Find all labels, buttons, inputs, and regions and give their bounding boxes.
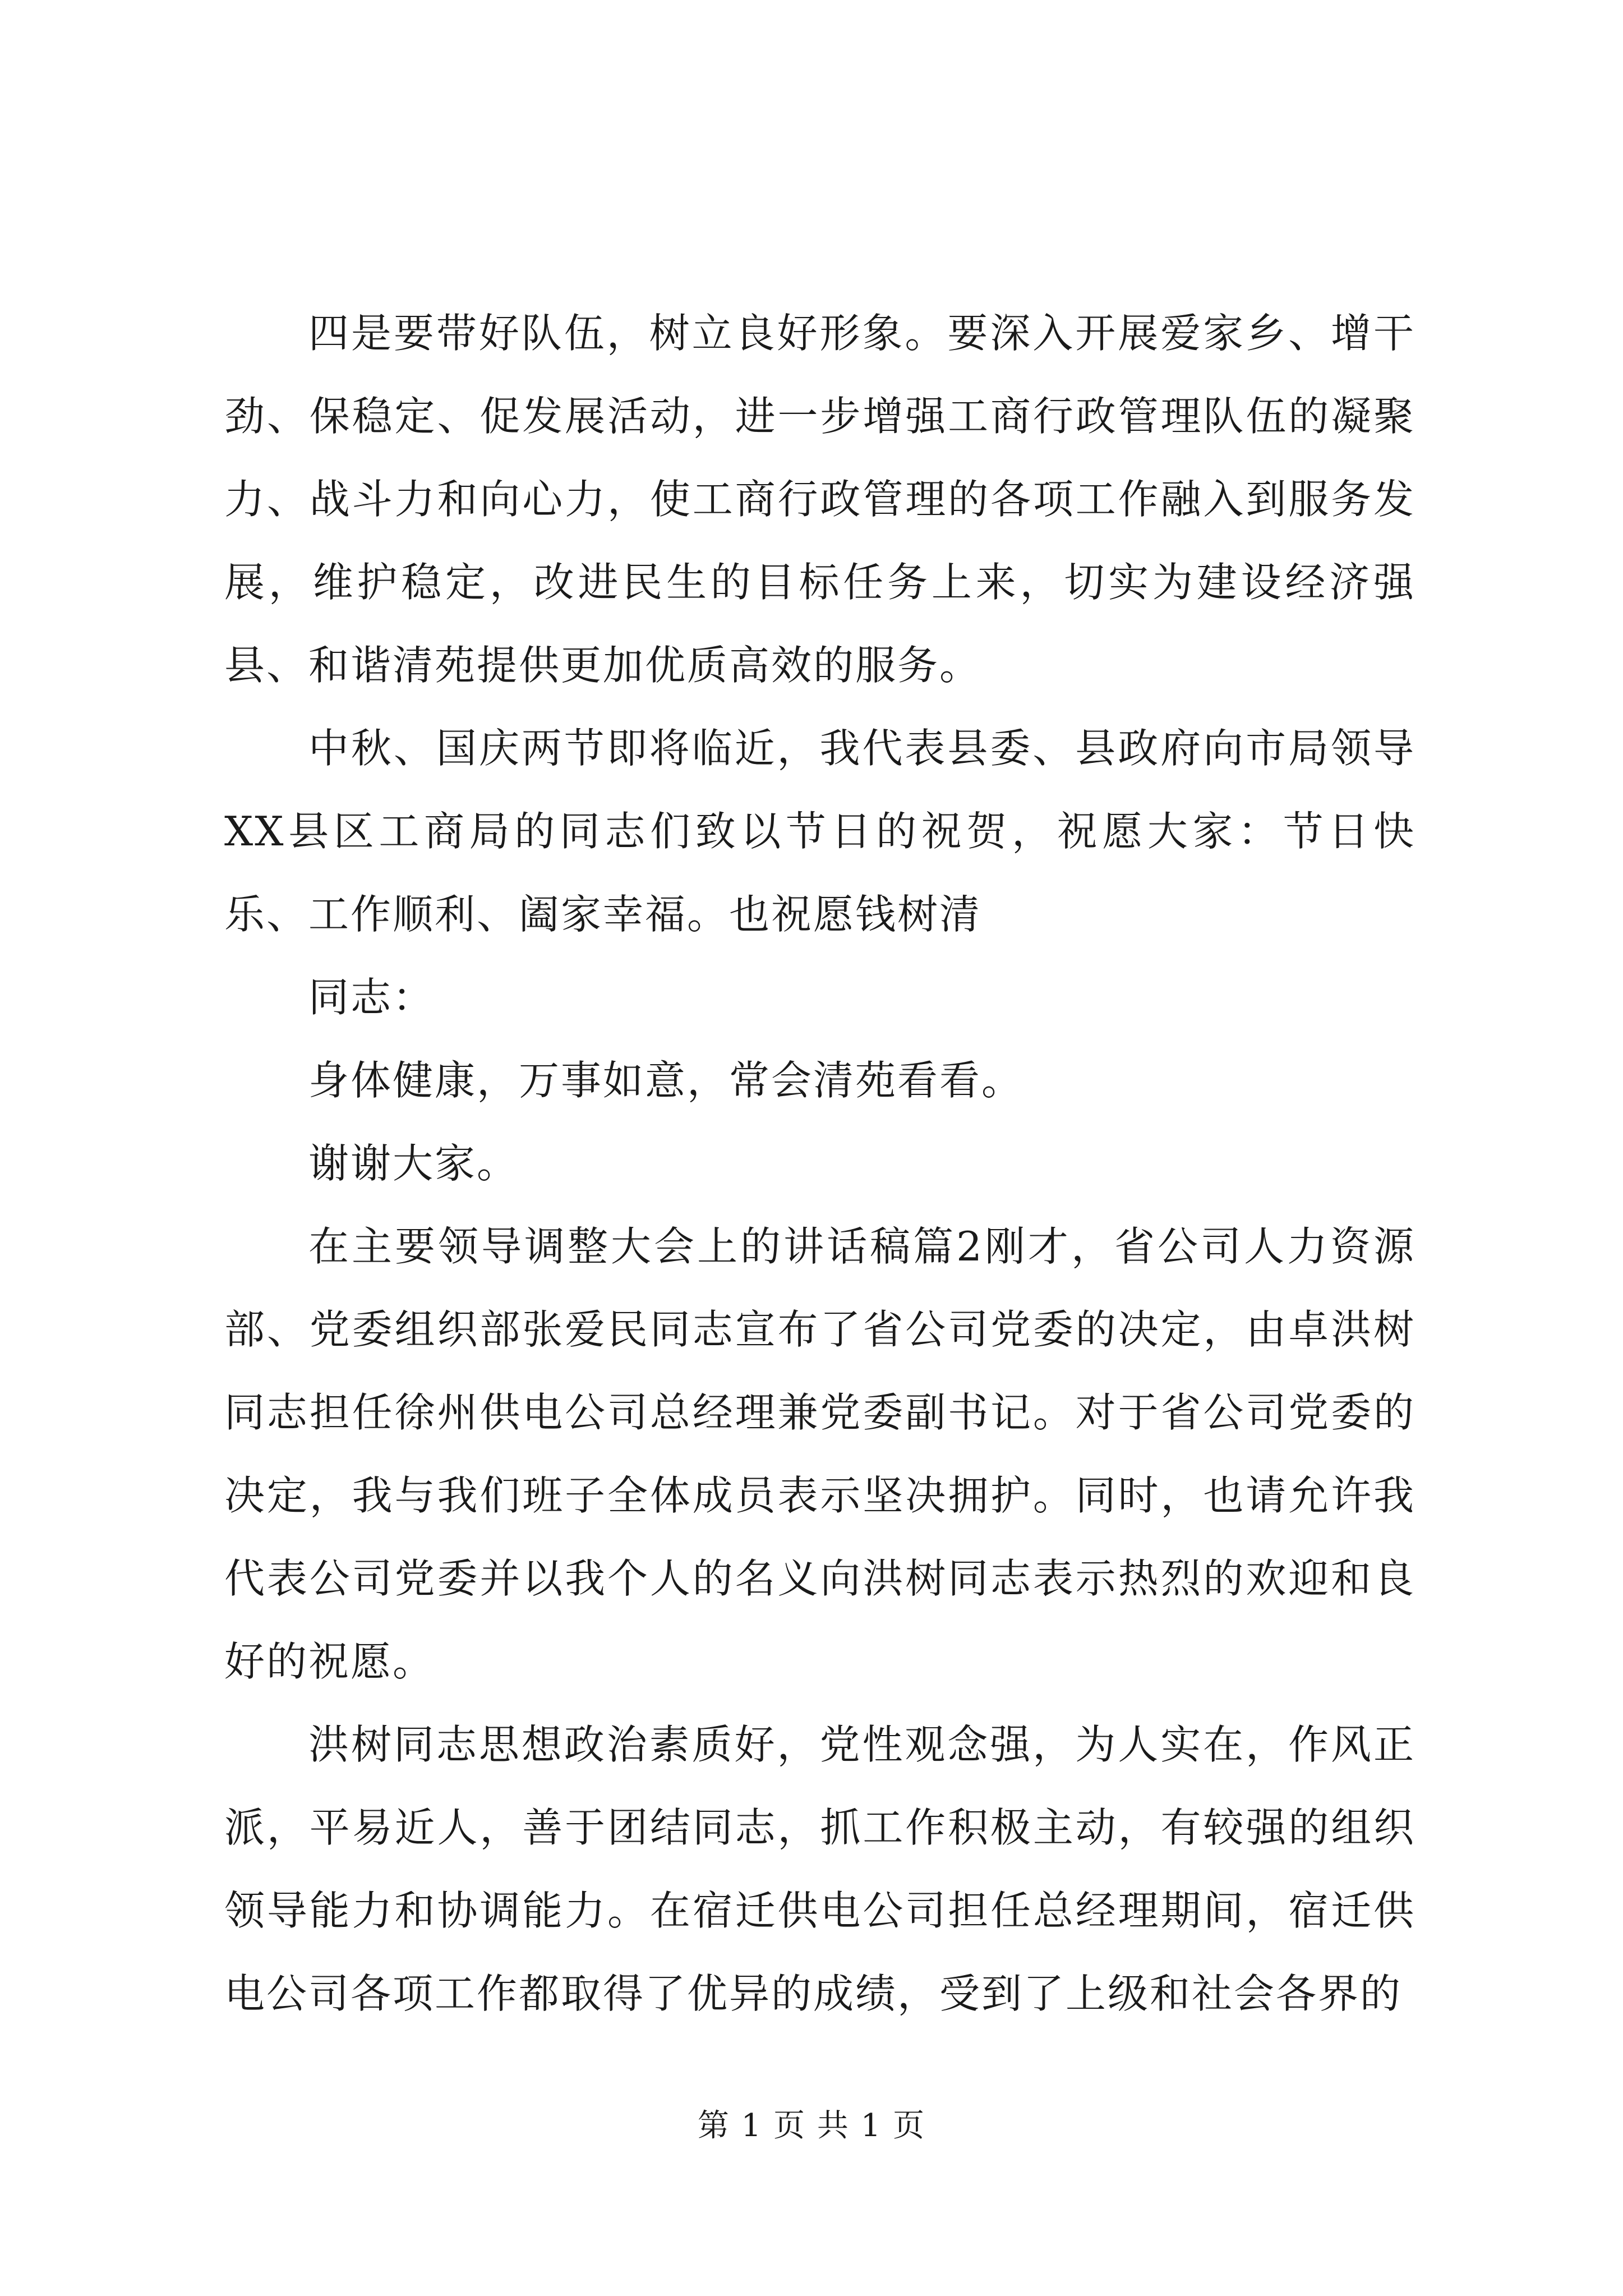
document-body <box>224 292 1415 2035</box>
page-number: 第 1 页 共 1 页 <box>697 2108 926 2144</box>
page-footer <box>0 2106 1623 2146</box>
paragraph-evaluation: 洪树同志思想政治素质好，党性观念强，为人实在，作风正派，平易近人，善于团结同志，抓工作积极主动，有较强的组织领导能力和协调能力。在宿迁供电公司担任总经理期间，宿迁供电公司各项工作都取得了优异的成绩，受到了上级和社会各界的 <box>224 1721 1415 2017</box>
paragraph-team-building: 四是要带好队伍，树立良好形象。要深入开展爱家乡、增干劲、保稳定、促发展活动，进一步增强工商行政管理队伍的凝聚力、战斗力和向心力，使工商行政管理的各项工作融入到服务发展，维护稳定，改进民生的目标任务上来，切实为建设经济强县、和谐清苑提供更加优质高效的服务。 <box>224 310 1415 689</box>
paragraph-thanks: 谢谢大家。 <box>308 1140 519 1187</box>
paragraph-comrade: 同志： <box>308 974 435 1021</box>
paragraph-leadership-change: 在主要领导调整大会上的讲话稿篇2刚才，省公司人力资源部、党委组织部张爱民同志宣布了省公司党委的决定，由卓洪树同志担任徐州供电公司总经理兼党委副书记。对于省公司党委的决定，我与我们班子全体成员表示坚决拥护。同时，也请允许我代表公司党委并以我个人的名义向洪树同志表示热烈的欢迎和良好的祝愿。 <box>224 1223 1415 1685</box>
paragraph-festival-greeting: 中秋、国庆两节即将临近，我代表县委、县政府向市局领导XX县区工商局的同志们致以节日的祝贺，祝愿大家：节日快乐、工作顺利、阖家幸福。也祝愿钱树清 <box>224 725 1415 938</box>
paragraph-wishes: 身体健康，万事如意，常会清苑看看。 <box>308 1057 1024 1104</box>
